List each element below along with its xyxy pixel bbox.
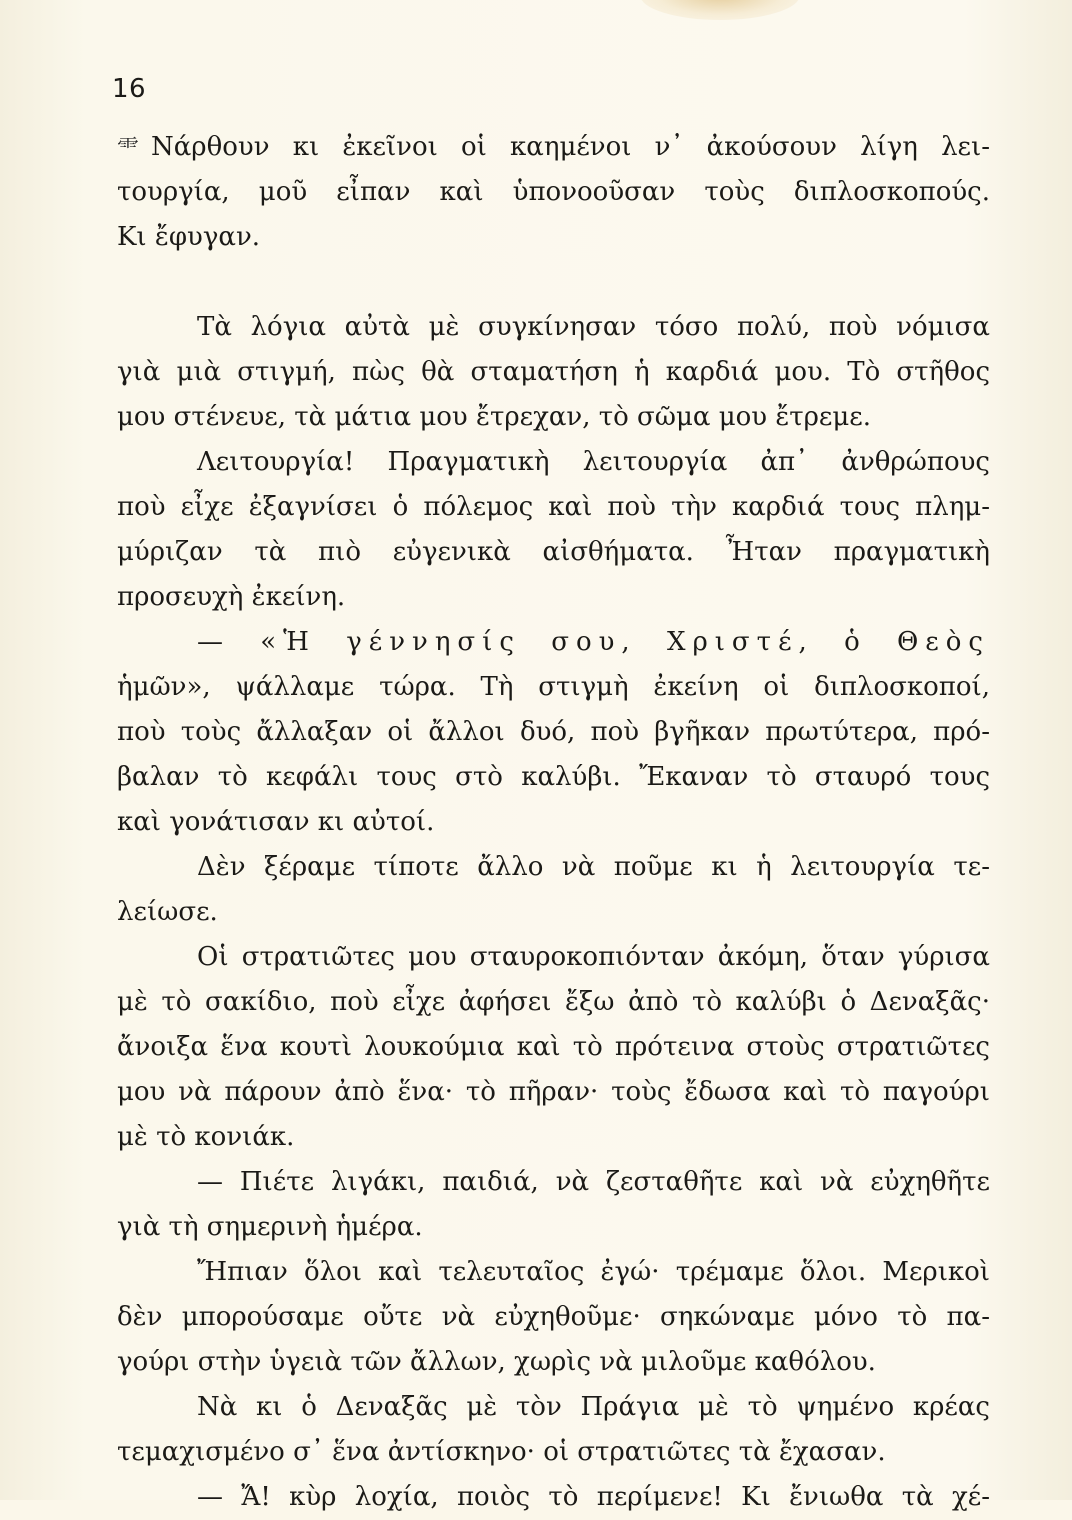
text-line: ἡμῶν», ψάλλαμε τώρα. Τὴ στιγμὴ ἐκείνη οἱ διπλοσκοποί,: [117, 672, 990, 702]
text-line: μὲ τὸ κονιάκ.: [117, 1122, 295, 1152]
text-line: γιὰ τὴ σημερινὴ ἡμέρα.: [117, 1212, 423, 1242]
text-line: μου στένευε, τὰ μάτια μου ἔτρεχαν, τὸ σῶμα μου ἔτρεμε.: [117, 402, 872, 432]
text-line: βαλαν τὸ κεφάλι τους στὸ καλύβι. Ἔκαναν τὸ σταυρό τους: [117, 762, 990, 792]
text-line: ἄνοιξα ἕνα κουτὶ λουκούμια καὶ τὸ πρότεινα στοὺς στρατιῶτες: [117, 1032, 990, 1062]
text-line: ποὺ τοὺς ἄλλαξαν οἱ ἄλλοι δυό, ποὺ βγῆκαν πρωτύτερα, πρό-: [117, 717, 990, 747]
text-line: καὶ γονάτισαν κι αὐτοί.: [117, 807, 435, 837]
text-line: μὲ τὸ σακίδιο, ποὺ εἶχε ἀφήσει ἔξω ἀπὸ τὸ καλύβι ὁ Δεναξᾶς·: [117, 987, 990, 1017]
text-line: ποὺ εἶχε ἐξαγνίσει ὁ πόλεμος καὶ ποὺ τὴν καρδιά τους πλημ-: [117, 492, 990, 522]
text-line: λείωσε.: [117, 897, 218, 927]
text-line: Τὰ λόγια αὐτὰ μὲ συγκίνησαν τόσο πολύ, ποὺ νόμισα: [197, 312, 990, 342]
text-line: ⻗ Νάρθουν κι ἐκεῖνοι οἱ καημένοι ν᾽ ἀκούσουν λίγη λει-: [117, 125, 990, 170]
text-line: — Ἄ! κὺρ λοχία, ποιὸς τὸ περίμενε! Κι ἔνιωθα τὰ χέ-: [197, 1482, 990, 1512]
text-line: Κι ἔφυγαν.: [117, 222, 261, 252]
text-line: τεμαχισμένο σ᾽ ἕνα ἀντίσκηνο· οἱ στρατιῶτες τὰ ἔχασαν.: [117, 1437, 886, 1467]
margin-mark-icon: ⻗: [117, 136, 140, 161]
text-line: προσευχὴ ἐκείνη.: [117, 582, 346, 612]
page-number: 16: [112, 74, 147, 104]
text-line: Λειτουργία! Πραγματικὴ λειτουργία ἀπ᾽ ἀνθρώπους: [197, 447, 990, 477]
text-line: δὲν μπορούσαμε οὔτε νὰ εὐχηθοῦμε· σηκώναμε μόνο τὸ πα-: [117, 1302, 990, 1332]
text-line: Νὰ κι ὁ Δεναξᾶς μὲ τὸν Πράγια μὲ τὸ ψημένο κρέας: [197, 1392, 990, 1422]
text-line: Οἱ στρατιῶτες μου σταυροκοπιόνταν ἀκόμη, ὅταν γύρισα: [197, 942, 990, 972]
paper-stain: [640, 0, 800, 20]
text-line: Δὲν ξέραμε τίποτε ἄλλο νὰ ποῦμε κι ἡ λειτουργία τε-: [197, 852, 990, 882]
text-line: γιὰ μιὰ στιγμή, πὼς θὰ σταματήση ἡ καρδιά μου. Τὸ στῆθος: [117, 357, 990, 387]
text-line: γούρι στὴν ὑγειὰ τῶν ἄλλων, χωρὶς νὰ μιλοῦμε καθόλου.: [117, 1347, 876, 1377]
text-line: μου νὰ πάρουν ἀπὸ ἕνα· τὸ πῆραν· τοὺς ἔδωσα καὶ τὸ παγούρι: [117, 1077, 990, 1107]
text-line: — Πιέτε λιγάκι, παιδιά, νὰ ζεσταθῆτε καὶ νὰ εὐχηθῆτε: [197, 1167, 990, 1197]
text-line: — «Ἡ γέννησίς σου, Χριστέ, ὁ Θεὸς: [197, 627, 990, 657]
text-line: τουργία, μοῦ εἶπαν καὶ ὑπονοοῦσαν τοὺς διπλοσκοπούς.: [117, 177, 990, 207]
text-line: Ἤπιαν ὅλοι καὶ τελευταῖος ἐγώ· τρέμαμε ὅλοι. Μερικοὶ: [197, 1257, 990, 1287]
paragraph-gap: [117, 260, 990, 305]
text-line: μύριζαν τὰ πιὸ εὐγενικὰ αἰσθήματα. Ἦταν πραγματικὴ: [117, 537, 990, 567]
page-body-text: [117, 125, 990, 1520]
